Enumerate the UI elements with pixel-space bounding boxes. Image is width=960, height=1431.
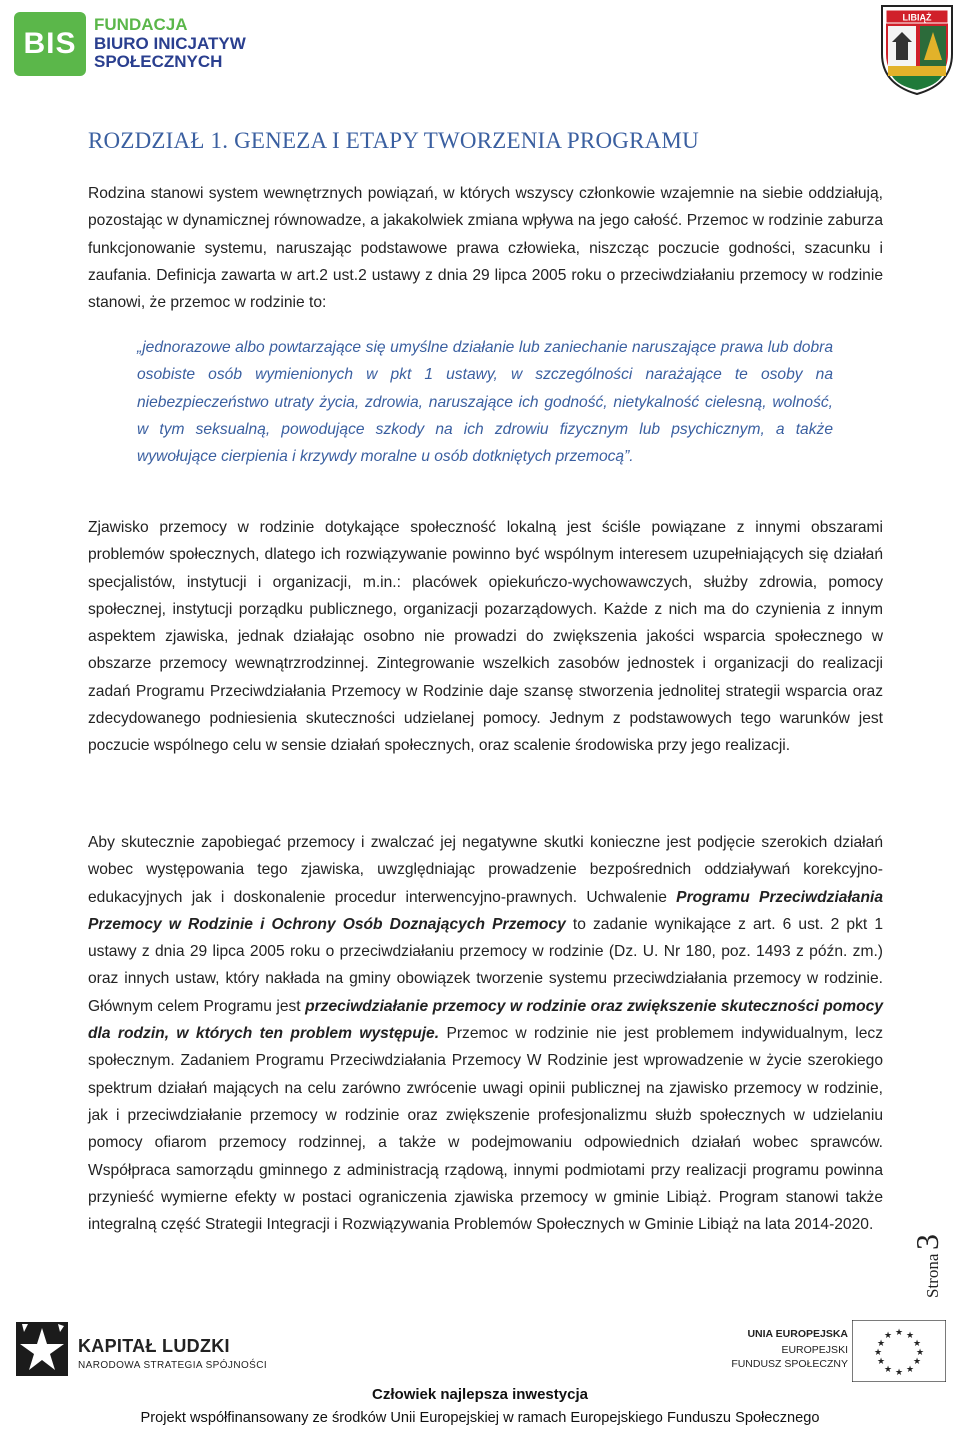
svg-text:★: ★	[905, 1364, 915, 1374]
svg-text:★: ★	[876, 1338, 886, 1348]
intro-paragraph: Rodzina stanowi system wewnętrznych powiązań, w których wszyscy członkowie wzajemnie na siebie oddziałują, pozostając w dynamicznej równowadze, a jakakolwiek zmiana wpływa na jego całość. Przemoc w rodzinie zaburza funkcjonowanie systemu, naruszając podstawowe prawa człowieka, niszcząc poczucie godności, szacunku i zaufania. Definicja zawarta w art.2 ust.2 ustawy z dnia 29 lipca 2005 roku o przeciwdziałaniu przemocy w rodzinie stanowi, że przemoc w rodzinie to:	[88, 185, 883, 312]
third-paragraph-part-e: Przemoc w rodzinie nie jest problemem indywidualnym, lecz społecznym. Zadaniem Programu Przeciwdziałania Przemocy W Rodzinie jest wprowadzenie w życie szerokiego spektrum działań mających na celu zarówno zwrócenie uwagi opinii publicznej na zjawisko przemocy w rodzinie, jak i przeciwdziałanie przemocy w rodzinie oraz zwiększenie profesjonalizmu służb społecznych w udzielaniu pomocy ofiarom przemocy rodzinnej, a także w podejmowaniu odpowiednich działań wobec sprawców. Współpraca samorządu gminnego z administracją rządową, innymi podmiotami przy realizacji programu powinna przynieść wymierne efekty w postaci ograniczenia zjawiska przemocy w gminie Libiąż. Program stanowi także integralną część Strategii Integracji i Rozwiązywania Problemów Społecznych w Gminie Libiąż na lata 2014-2020.	[88, 1025, 883, 1234]
eu-flag-icon	[852, 1320, 946, 1382]
star-figure-icon	[14, 1316, 70, 1378]
third-paragraph-block	[88, 829, 883, 1238]
svg-text:★: ★	[894, 1327, 904, 1337]
bis-logo-line-1: FUNDACJA	[94, 15, 188, 34]
svg-text:★: ★	[905, 1330, 915, 1340]
kapital-ludzki-title: KAPITAŁ LUDZKI	[78, 1336, 230, 1356]
program-goal-emphasis: przeciwdziałanie przemocy w rodzinie oraz zwiększenie skuteczności pomocy dla rodzin, w których ten problem występuje.	[88, 997, 883, 1043]
page-number	[900, 1230, 958, 1300]
kapital-ludzki-subtitle: NARODOWA STRATEGIA SPÓJNOŚCI	[78, 1360, 268, 1371]
svg-text:★: ★	[876, 1356, 886, 1366]
svg-text:★: ★	[894, 1367, 904, 1377]
page-number-label: Strona	[923, 1253, 942, 1298]
kapital-ludzki-logo	[14, 1316, 268, 1378]
svg-text:★: ★	[883, 1364, 893, 1374]
libiaz-coat-of-arms	[878, 2, 956, 96]
legal-definition-quote: „jednorazowe albo powtarzające się umyślne działanie lub zaniechanie naruszające prawa lub dobra osobiste osób wymienionych w pkt 1 ustawy, w szczególności narażające te osoby na niebezpieczeństwo utraty życia, zdrowia, naruszające ich godność, nietykalność cielesną, wolność, w tym seksualną, powodujące szkody na ich zdrowiu fizycznym lub psychicznym, a także wywołujące cierpienia i krzywdy moralne u osób dotkniętych przemocą”.	[137, 339, 833, 466]
footer-slogan: Człowiek najlepsza inwestycja	[372, 1386, 588, 1403]
bis-foundation-logo	[14, 8, 264, 80]
eu-logo-line-2: EUROPEJSKI	[781, 1344, 848, 1356]
bis-logo-mark: BIS	[14, 12, 86, 76]
intro-paragraph-block	[88, 180, 883, 316]
third-paragraph-part-a: Aby skutecznie zapobiegać przemocy i zwalczać jej negatywne skutki konieczne jest podjęcie szerokich działań wobec występowania tego zjawiska, uwzględniając prowadzenie bezpośrednich oddziaływań korekcyjno-edukacyjnych jak i doskonalenie procedur interwencyjno-prawnych. Uchwalenie	[88, 834, 883, 906]
third-paragraph	[88, 829, 883, 1238]
second-paragraph: Zjawisko przemocy w rodzinie dotykające społeczność lokalną jest ściśle powiązane z innymi obszarami problemów społecznych, dlatego ich rozwiązywanie powinno być wspólnym interesem uzupełniających się działań specjalistów, instytucji i organizacji, m.in.: placówek opiekuńczo-wychowawczych, służby zdrowia, pomocy społecznej, instytucji porządku publicznego, organizacji pozarządowych. Każde z nich ma do czynienia z innym aspektem zjawiska, jednak działając osobno nie prowadzi do zwiększenia jakości wsparcia społecznego w obszarze przemocy wewnątrzrodzinnej. Zintegrowanie wszelkich zasobów jednostek i organizacji do realizacji zadań Programu Przeciwdziałania Przemocy w Rodzinie daje szansę stworzenia jednolitej strategii wsparcia oraz zdecydowanego podniesienia skuteczności udzielanej pomocy. Jednym z podstawowych tego warunków jest poczucie wspólnego celu w sensie działań społecznych, oraz scalenie środowiska przy jego realizacji.	[88, 519, 883, 755]
svg-text:★: ★	[912, 1356, 922, 1366]
svg-text:★: ★	[883, 1330, 893, 1340]
eu-logo-line-1: UNIA EUROPEJSKA	[747, 1328, 848, 1340]
svg-text:★: ★	[873, 1347, 883, 1357]
svg-text:★: ★	[915, 1347, 925, 1357]
footer-project-note: Projekt współfinansowany ze środków Unii Europejskiej w ramach Europejskiego Funduszu Społecznego	[140, 1410, 820, 1426]
eu-social-fund-logo	[730, 1318, 950, 1382]
bis-logo-line-2: BIURO INICJATYW	[94, 34, 246, 53]
third-paragraph-part-c: to zadanie wynikające z art. 6 ust. 2 pkt 1 ustawy z dnia 29 lipca 2005 roku o przeciwdziałaniu przemocy w rodzinie (Dz. U. Nr 180, poz. 1493 z późn. zm.) oraz innych ustaw, który nakłada na gminy obowiązek tworzenie systemu przeciwdziałania przemocy w rodzinie. Głównym celem Programu jest	[88, 915, 883, 1015]
chapter-title: ROZDZIAŁ 1. GENEZA I ETAPY TWORZENIA PROGRAMU	[88, 128, 699, 153]
coat-of-arms-icon	[878, 2, 956, 96]
svg-text:★: ★	[912, 1338, 922, 1348]
bis-logo-line-3: SPOŁECZNYCH	[94, 52, 223, 71]
eu-logo-line-3: FUNDUSZ SPOŁECZNY	[731, 1358, 848, 1370]
page-number-value: 3	[909, 1234, 945, 1250]
program-name-emphasis: Programu Przeciwdziałania Przemocy w Rodzinie i Ochrony Osób Doznających Przemocy	[88, 888, 883, 933]
crest-label: LIBIĄŻ	[902, 12, 932, 23]
second-paragraph-block	[88, 514, 883, 760]
